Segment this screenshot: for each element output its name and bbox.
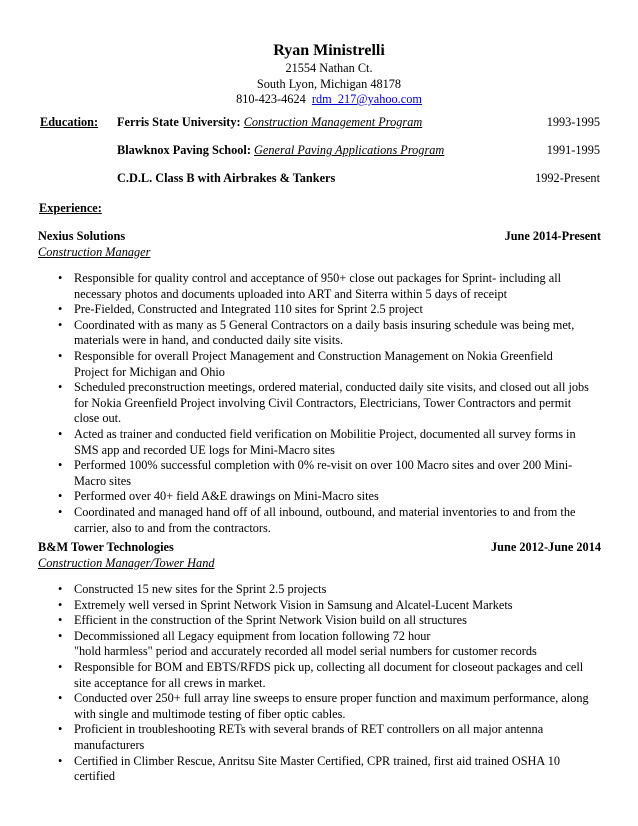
education-row	[117, 115, 600, 131]
bullet-line: site acceptance for all crews in market.	[74, 675, 266, 690]
bullet-line: with single and multimode testing of fiber optic cables.	[74, 706, 346, 721]
job-bullet	[58, 302, 606, 318]
education-row	[117, 171, 600, 187]
address-line-2: South Lyon, Michigan 48178	[256, 76, 402, 91]
bullet-line: • Performed over 40+ field A&E drawings on Mini-Macro sites	[74, 489, 379, 504]
bullet-line: • Responsible for BOM and EBTS/RFDS pick up, collecting all document for closeout packages and cell	[74, 659, 584, 674]
job-bullet-list	[58, 582, 606, 785]
job-company: B&M Tower Technologies	[38, 540, 174, 554]
bullet-line: • Responsible for overall Project Management and Construction Management on Nokia Greenfield	[74, 348, 553, 363]
bullet-line: for Nokia Greenfield Project involving Civil Contractors, Electricians, Tower Contractors and permit	[74, 395, 572, 410]
email-link[interactable]: rdm_217@yahoo.com	[311, 92, 422, 107]
bullet-line: materials were in hand, and conducted daily site visits.	[74, 333, 344, 348]
bullet-line: • Certified in Climber Rescue, Anritsu Site Master Certified, CPR trained, first aid trained OSHA 10	[74, 753, 560, 768]
job-bullet	[58, 629, 606, 660]
bullet-line: • Pre-Fielded, Constructed and Integrated 110 sites for Sprint 2.5 project	[74, 302, 423, 317]
job-bullet	[58, 722, 606, 753]
education-school: Blawknox Paving School:	[117, 143, 251, 157]
bullet-line: • Extremely well versed in Sprint Network Vision in Samsung and Alcatel-Lucent Markets	[74, 597, 513, 612]
bullet-line: • Scheduled preconstruction meetings, ordered material, conducted daily site visits, and closed out all jobs	[74, 380, 589, 395]
education-school: Ferris State University:	[117, 115, 241, 129]
bullet-line: • Constructed 15 new sites for the Sprint 2.5 projects	[74, 582, 327, 596]
job-bullet	[58, 271, 606, 302]
job-bullet	[58, 489, 606, 505]
bullet-line: • Performed 100% successful completion with 0% re-visit on over 100 Macro sites and over 200 Mini-	[74, 458, 573, 473]
education-program: Construction Management Program	[243, 115, 423, 129]
job-dates: June 2012-June 2014	[491, 540, 601, 554]
job-header	[38, 229, 601, 260]
education-years: 1993-1995	[546, 115, 600, 129]
education-school: C.D.L. Class B with Airbrakes & Tankers	[117, 171, 336, 185]
bullet-line: • Efficient in the construction of the Sprint Network Vision build on all structures	[74, 613, 467, 628]
job-bullet	[58, 458, 606, 489]
bullet-line: necessary photos and documents uploaded into ART and Siterra within 5 days of receipt	[74, 286, 508, 301]
experience-heading: Experience:	[39, 201, 102, 215]
education-years: 1992-Present	[535, 171, 600, 185]
job-bullet	[58, 318, 606, 349]
bullet-line: certified	[74, 769, 115, 784]
bullet-line: Macro sites	[74, 473, 132, 488]
job-bullet	[58, 380, 606, 427]
bullet-line: "hold harmless" period and accurately recorded all model serial numbers for customer records	[74, 644, 537, 659]
job-bullet	[58, 660, 606, 691]
candidate-name: Ryan Ministrelli	[273, 42, 385, 59]
bullet-line: manufacturers	[74, 737, 145, 752]
education-program: General Paving Applications Program	[254, 143, 445, 157]
bullet-line: Project for Michigan and Ohio	[74, 364, 225, 379]
job-bullet	[58, 582, 606, 598]
job-header	[38, 540, 601, 571]
bullet-line: SMS app and recorded UE logs for Mini-Macro sites	[74, 442, 335, 457]
job-bullet	[58, 505, 606, 536]
job-title: Construction Manager	[38, 244, 151, 259]
job-bullet	[58, 613, 606, 629]
contact-line	[0, 92, 638, 108]
resume-header	[0, 42, 638, 108]
bullet-line: • Coordinated and managed hand off of all inbound, outbound, and material inventories to and from the	[74, 504, 576, 519]
job-bullet	[58, 754, 606, 785]
bullet-line: carrier, also to and from the contractors.	[74, 520, 271, 535]
job-bullet	[58, 691, 606, 722]
bullet-line: close out.	[74, 411, 122, 426]
phone-number: 810-423-4624	[236, 92, 306, 107]
education-heading: Education:	[40, 115, 99, 129]
address-line-1: 21554 Nathan Ct.	[285, 61, 373, 75]
education-row	[117, 143, 600, 159]
bullet-line: • Responsible for quality control and acceptance of 950+ close out packages for Sprint- including all	[74, 271, 562, 285]
job-title: Construction Manager/Tower Hand	[38, 555, 215, 570]
job-dates: June 2014-Present	[504, 229, 601, 243]
job-bullet	[58, 349, 606, 380]
education-years: 1991-1995	[546, 143, 600, 157]
bullet-line: • Coordinated with as many as 5 General Contractors on a daily basis insuring schedule was being met,	[74, 317, 575, 332]
bullet-line: • Decommissioned all Legacy equipment from location following 72 hour	[74, 628, 431, 643]
bullet-line: • Conducted over 250+ full array line sweeps to ensure proper function and maximum performance, along	[74, 691, 589, 706]
job-company: Nexius Solutions	[38, 229, 126, 243]
bullet-line: • Proficient in troubleshooting RETs with several brands of RET controllers on all major antenna	[74, 722, 544, 737]
job-bullet	[58, 427, 606, 458]
job-bullet	[58, 598, 606, 614]
bullet-line: • Acted as trainer and conducted field verification on Mobilitie Project, documented all survey forms in	[74, 426, 576, 441]
job-bullet-list	[58, 271, 606, 536]
